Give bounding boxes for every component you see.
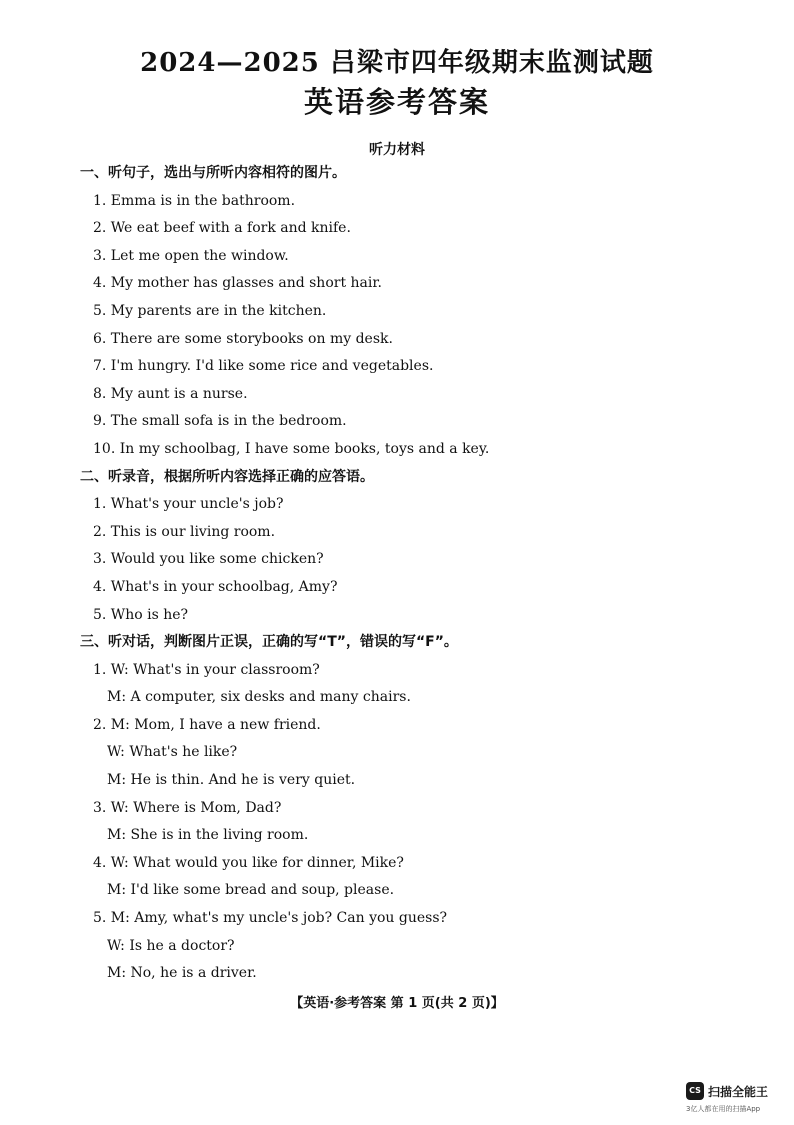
question-line: 10. In my schoolbag, I have some books, toys and a key. xyxy=(93,440,490,457)
section-heading: 二、听录音，根据所听内容选择正确的应答语。 xyxy=(80,468,374,485)
question-line: 5. M: Amy, what's my uncle's job? Can you guess? xyxy=(93,910,448,927)
question-line: 6. There are some storybooks on my desk. xyxy=(93,330,393,347)
watermark-app-name: 扫描全能王 xyxy=(708,1085,769,1099)
question-line: 8. My aunt is a nurse. xyxy=(93,385,248,402)
question-line: 5. Who is he? xyxy=(93,606,189,623)
dialogue-line: M: She is in the living room. xyxy=(107,827,309,844)
title-line-1: 2024—2025 吕梁市四年级期末监测试题 xyxy=(140,48,654,78)
section-heading: 三、听对话，判断图片正误，正确的写“T”，错误的写“F”。 xyxy=(80,634,458,651)
question-line: 4. What's in your schoolbag, Amy? xyxy=(93,578,338,595)
question-line: 1. What's your uncle's job? xyxy=(93,496,284,513)
question-line: 3. W: Where is Mom, Dad? xyxy=(93,799,282,816)
question-line: 2. M: Mom, I have a new friend. xyxy=(93,716,321,733)
question-line: 4. My mother has glasses and short hair. xyxy=(93,275,382,292)
section-heading: 一、听句子，选出与所听内容相符的图片。 xyxy=(80,165,346,181)
dialogue-line: M: No, he is a driver. xyxy=(107,965,257,982)
dialogue-line: W: What's he like? xyxy=(107,744,238,761)
question-line: 4. W: What would you like for dinner, Mike? xyxy=(93,854,404,871)
question-line: 7. I'm hungry. I'd like some rice and vegetables. xyxy=(93,358,434,375)
title-line-2: 英语参考答案 xyxy=(303,85,490,119)
dialogue-line: M: I'd like some bread and soup, please. xyxy=(107,882,395,899)
question-line: 2. We eat beef with a fork and knife. xyxy=(93,220,351,237)
question-line: 5. My parents are in the kitchen. xyxy=(93,302,327,319)
scanner-watermark xyxy=(686,1082,786,1116)
question-line: 3. Let me open the window. xyxy=(93,247,289,264)
question-line: 3. Would you like some chicken? xyxy=(93,551,324,568)
listening-material xyxy=(80,160,760,988)
dialogue-line: M: He is thin. And he is very quiet. xyxy=(107,772,356,789)
question-line: 2. This is our living room. xyxy=(93,523,276,540)
question-line: 1. W: What's in your classroom? xyxy=(93,661,320,678)
dialogue-line: W: Is he a doctor? xyxy=(107,937,235,954)
dialogue-line: M: A computer, six desks and many chairs. xyxy=(107,689,411,706)
page-footer: 【英语·参考答案 第 1 页(共 2 页)】 xyxy=(290,996,504,1011)
subtitle: 听力材料 xyxy=(369,142,425,158)
question-line: 1. Emma is in the bathroom. xyxy=(93,192,296,209)
question-line: 9. The small sofa is in the bedroom. xyxy=(93,413,347,430)
camscanner-logo-icon: CS xyxy=(686,1082,704,1100)
watermark-tagline: 3亿人都在用的扫描App xyxy=(686,1105,761,1113)
